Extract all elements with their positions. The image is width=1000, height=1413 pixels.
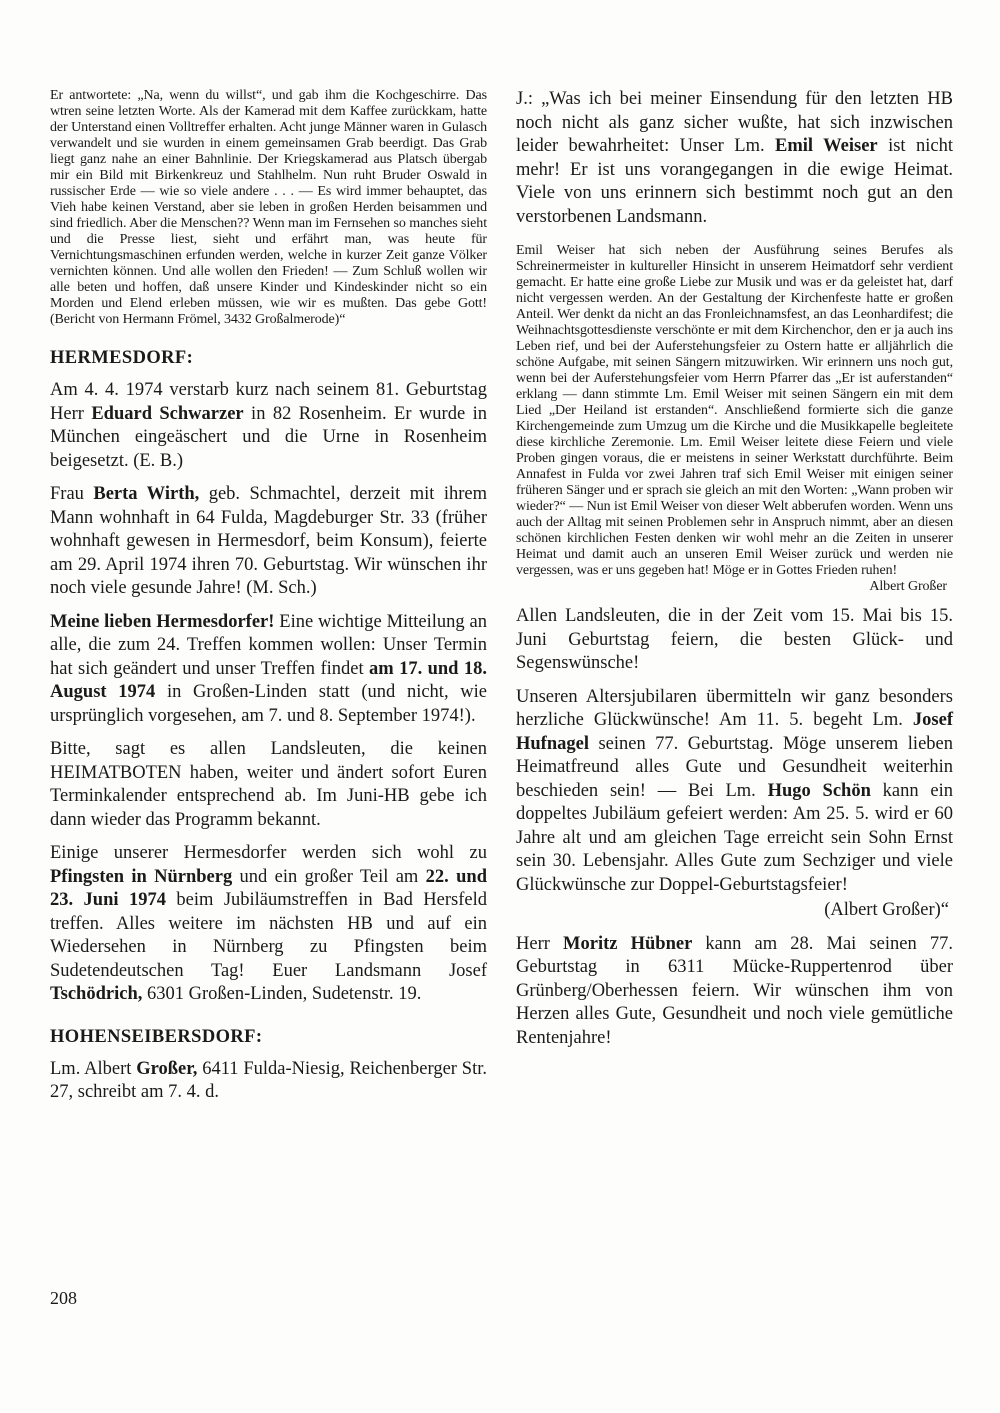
paragraph-meeting-date-change: Meine lieben Hermesdorfer! Eine wichtige Mitteilung an alle, die zum 24. Treffen kommen wollen: Unser Termin hat sich geändert und unser Treffen findet am 17. und 18. August 1974 in Großen-Linden statt (und nicht, wie ursprünglich vorgesehen, am 7. und 8. September 1974!).: [50, 611, 487, 726]
paragraph-pfingsten-meetings: Einige unserer Hermesdorfer werden sich wohl zu Pfingsten in Nürnberg und ein großer Teil am 22. und 23. Juni 1974 beim Jubiläumstreffen in Bad Hersfeld treffen. Alles weitere im nächsten HB und auf ein Wiedersehen in Nürnberg zu Pfingsten beim Sudetendeutschen Tag! Euer Landsmann Josef Tschödrich, 6301 Großen-Linden, Sudetenstr. 19.: [50, 843, 487, 1004]
paragraph-grosser-letter-intro: Lm. Albert Großer, 6411 Fulda-Niesig, Reichenberger Str. 27, schreibt am 7. 4. d.: [50, 1058, 487, 1102]
paragraph-schwarzer-obituary: Am 4. 4. 1974 verstarb kurz nach seinem 81. Geburtstag Herr Eduard Schwarzer in 82 Rosenheim. Er wurde in München eingeäschert und die Urne in Rosenheim beigesetzt. (E. B.): [50, 380, 487, 471]
obituary-text: Emil Weiser hat sich neben der Ausführung seines Berufes als Schreinermeister in kultureller Hinsicht in unserem Heimatdorf sehr verdient gemacht. Er hatte eine große Liebe zur Musik und was er da geleistet hat, darf nicht vergessen werden. An der Gestaltung der Kirchenfeste hatte er großen Anteil. Wer denkt da nicht an das Fronleichnamsfest, an das Leonhardifest; die Weihnachtsgottesdienste verschönte er mit dem Kirchenchor, den er ja auch ins Leben rief, und bei der Auferstehungsfeier zu Ostern hatte er alljährlich die schöne Aufgabe, mit seinen Sängern mitzuwirken. Wir erinnern uns noch gut, wenn bei der Auferstehungsfeier vom Herrn Pfarrer das „Er ist auferstanden“ erklang — dann stimmte Lm. Emil Weiser mit seinen Sängern ein mit dem Lied „Der Heiland ist erstanden“. Anschließend formierte sich die ganze Kirchengemeinde zum Umzug um die Kirche und die Musikkapelle begleitete diese kirchliche Zeremonie. Lm. Emil Weiser leitete diese Feiern und viele Proben gingen voraus, die er meistens in seiner Werkstatt durchführte. Beim Annafest in Fulda vor zwei Jahren traf sich Emil Weiser mit einigen seiner früheren Sänger und er sprach sie gleich an mit den Worten: „Wann proben wir wieder?“ — Nun ist Emil Weiser von dieser Welt abberufen worden. Wenn uns auch der Alltag mit seinen Problemen sehr in Anspruch nimmt, aber an diesen schönen kirchlichen Festen denken wir wohl mehr an die Zeiten in unserer Heimat und damit auch an unseren Emil Weiser zurück und werden nie vergessen, was er uns gegeben hat! Möge er in Gottes Frieden ruhen!: [516, 243, 953, 578]
paragraph-birthday-wishes: Allen Landsleuten, die in der Zeit vom 15. Mai bis 15. Juni Geburtstag feiern, die besten Glück- und Segenswünsche!: [516, 606, 953, 673]
page-number: 208: [50, 1288, 77, 1308]
paragraph-jubilees: Unseren Altersjubilaren übermitteln wir ganz besonders herzliche Glückwünsche! Am 11. 5. begeht Lm. Josef Hufnagel seinen 77. Geburtstag. Möge unserem lieben Heimatfreund alles Gute und Gesundheit weiterhin beschieden sein! — Bei Lm. Hugo Schön kann ein doppeltes Jubiläum gefeiert werden: Am 25. 5. wird er 60 Jahre alt und am gleichen Tage erreicht sein Sohn Ernst sein 30. Lebensjahr. Alles Gute zum Sechziger und viele Glückwünsche zur Doppel-Geburtstagsfeier!: [516, 686, 954, 895]
paragraph-weiser-announcement: J.: „Was ich bei meiner Einsendung für den letzten HB noch nicht als ganz sicher wußte, hat sich inzwischen leider bewahrheitet: Unser Lm. Emil Weiser ist nicht mehr! Er ist uns vorangegangen in die ewige Heimat. Viele von uns erinnern sich bestimmt noch gut an den verstorbenen Landsmann.: [516, 89, 953, 227]
paragraph-spread-the-word: Bitte, sagt es allen Landsleuten, die keinen HEIMATBOTEN haben, weiter und ändert sofort Euren Terminkalender entsprechend ab. Im Juni-HB gebe ich dann wieder das Programm bekannt.: [50, 739, 487, 830]
section-heading-hermesdorf: HERMESDORF:: [50, 348, 194, 368]
paragraph-huebner-birthday: Herr Moritz Hübner kann am 28. Mai seinen 77. Geburtstag in 6311 Mücke-Ruppertenrod über Grünberg/Oberhessen feiern. Wir wünschen ihm von Herzen alles Gute, Gesundheit und noch viele gemütliche Rentenjahre!: [516, 933, 953, 1048]
jubilee-signature: (Albert Großer)“: [824, 900, 949, 920]
section-heading-hohenseibersdorf: HOHENSEIBERSDORF:: [50, 1026, 263, 1047]
right-column: [516, 86, 953, 1050]
weiser-obituary-note: [516, 243, 953, 595]
obituary-signature: Albert Großer: [869, 579, 947, 594]
left-column: [50, 86, 487, 1105]
article-continuation-paragraph: Er antwortete: „Na, wenn du willst“, und gab ihm die Kochgeschirre. Das wtren seine letzten Worte. Als der Kamerad mit dem Kaffee zurückkam, hatte der Unterstand einen Volltreffer erhalten. Acht junge Männer waren in Gulasch verwandelt und sie wurden in einem gemeinsamen Grab beerdigt. Das Grab liegt ganz nahe an einer Bahnlinie. Der Kriegskamerad aus Platsch übergab mir ein Bild mit Birkenkreuz und Stahlhelm. Nun ruht Bruder Oswald in russischer Erde — wie so viele andere . . . — Es wird immer behauptet, das Vieh habe keinen Verstand, aber sie leben in großen Herden beisammen und sind friedlich. Aber die Menschen?? Wenn man im Fernsehen so manches sieht und die Presse liest, sieht und erfährt man, was heute für Vernichtungsmaschinen erfunden werden, welche in kurzer Zeit ganze Völker vernichten können. Und alle wollen den Frieden! — Zum Schluß wollen wir alle beten und hoffen, daß unsere Kinder und Kindeskinder nicht so ein Morden und Elend erleben müssen, wie wir es mußten. Das gebe Gott! (Bericht von Hermann Frömel, 3432 Großalmerode)“: [50, 88, 487, 327]
paragraph-wirth-birthday: Frau Berta Wirth, geb. Schmachtel, derzeit mit ihrem Mann wohnhaft in 64 Fulda, Magdeburger Str. 33 (früher wohnhaft gewesen in Hermesdorf, beim Konsum), feierte am 29. April 1974 ihren 70. Geburtstag. Wir wünschen ihr noch viele gesunde Jahre! (M. Sch.): [50, 484, 487, 598]
